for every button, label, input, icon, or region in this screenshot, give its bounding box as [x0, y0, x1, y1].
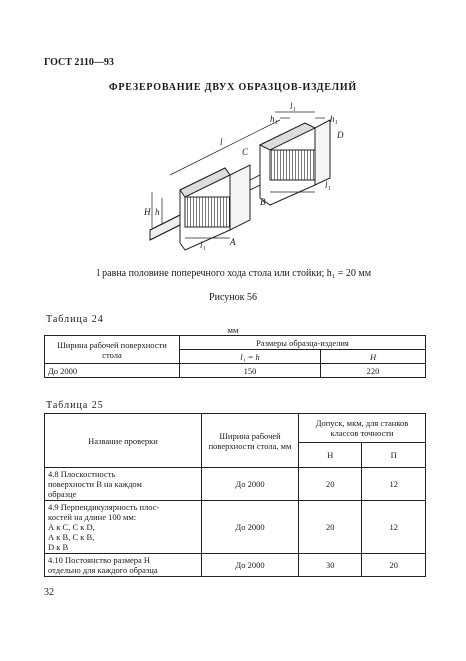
milling-figure	[130, 100, 370, 260]
t25-width-header: Ширина рабочей поверхности стола, мм	[202, 414, 299, 468]
t24-col1-header: Ширина рабочей поверхности стола	[45, 336, 180, 364]
t25-row2-p: 12	[362, 501, 426, 554]
t24-H: 220	[321, 364, 426, 378]
table-row	[45, 364, 426, 378]
document-header: ГОСТ 2110—93	[44, 57, 114, 68]
label-h1-left: h₁	[270, 114, 278, 124]
t25-row2-width: До 2000	[202, 501, 299, 554]
t24-group-header: Размеры образца-изделия	[180, 336, 426, 350]
table-row	[45, 554, 426, 577]
table25-label: Таблица 25	[46, 400, 104, 411]
t24-width: До 2000	[45, 364, 180, 378]
t25-row3-n: 30	[299, 554, 362, 577]
t25-row3-width: До 2000	[202, 554, 299, 577]
label-A: A	[230, 237, 236, 247]
label-B: B	[260, 197, 266, 207]
t25-n-header: Н	[299, 443, 362, 468]
table24-label: Таблица 24	[46, 314, 104, 325]
t25-row1-n: 20	[299, 468, 362, 501]
t25-p-header: П	[362, 443, 426, 468]
t25-tol-header: Допуск, мкм, для станков классов точности	[299, 414, 426, 443]
table-24	[44, 335, 426, 378]
left-hatch	[185, 197, 230, 227]
t25-row3-p: 20	[362, 554, 426, 577]
label-l1-top: l₁	[290, 101, 296, 111]
t24-l1: 150	[180, 364, 321, 378]
table24-unit: мм	[227, 325, 239, 335]
t25-name-header: Название проверки	[45, 414, 202, 468]
t24-sub2: H	[321, 350, 426, 364]
t25-row2-n: 20	[299, 501, 362, 554]
table-25	[44, 413, 426, 577]
t25-row1-name: 4.8 Плоскостность поверхности В на каждом образце	[45, 468, 202, 501]
table-row	[45, 468, 426, 501]
label-h: h	[155, 207, 160, 217]
t24-sub1: l₁ = h	[180, 350, 321, 364]
label-D: D	[337, 130, 344, 140]
t25-row3-name: 4.10 Постоянство размера H отдельно для каждого образца	[45, 554, 202, 577]
label-H: H	[144, 207, 151, 217]
label-l1-bottom: l₁	[200, 240, 206, 250]
t25-row1-p: 12	[362, 468, 426, 501]
label-C: C	[242, 147, 249, 157]
right-hatch	[270, 150, 315, 180]
table-row	[45, 501, 426, 554]
figure-caption: l равна половине поперечного хода стола или стойки; h₁ = 20 мм	[96, 268, 372, 279]
label-l1-right: l₁	[325, 180, 331, 190]
t25-row1-width: До 2000	[202, 468, 299, 501]
page-number: 32	[44, 587, 54, 598]
section-title: ФРЕЗЕРОВАНИЕ ДВУХ ОБРАЗЦОВ-ИЗДЕЛИЙ	[108, 82, 358, 93]
label-h1-right: h₁	[330, 114, 338, 124]
t25-row2-name: 4.9 Перпендикулярность плос- костей на длине 100 мм: А к С, С к D, А к В, С к В, D к В	[45, 501, 202, 554]
label-l: l	[220, 137, 223, 147]
figure-label: Рисунок 56	[209, 292, 257, 303]
